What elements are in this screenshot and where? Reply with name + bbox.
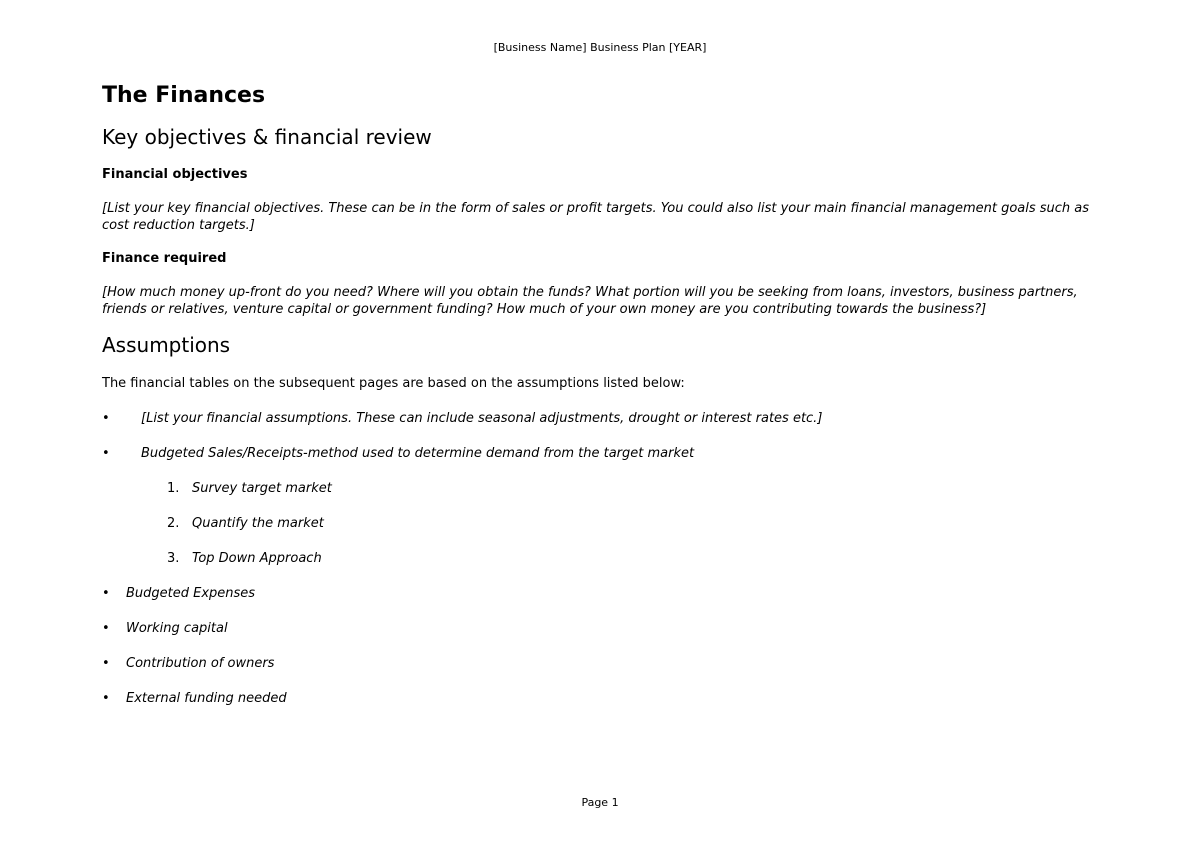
assumptions-list — [102, 410, 1102, 707]
list-number: 2. — [167, 516, 180, 531]
list-item-text: Survey target market — [192, 481, 332, 496]
document-title: The Finances — [102, 83, 266, 108]
section-heading-key-objectives: Key objectives & financial review — [102, 125, 432, 149]
list-item-text: Budgeted Expenses — [126, 586, 256, 601]
subheading-financial-objectives: Financial objectives — [102, 167, 248, 182]
page-footer: Page 1 — [581, 796, 619, 809]
list-item-text: [List your financial assumptions. These can include seasonal adjustments, drought or interest rates etc.] — [141, 411, 823, 426]
list-item — [102, 620, 1102, 637]
list-number: 1. — [167, 481, 180, 496]
bullet-icon: • — [102, 586, 110, 601]
numbered-list-item — [102, 515, 1102, 532]
bullet-icon: • — [102, 621, 110, 636]
paragraph-assumptions-intro: The financial tables on the subsequent pages are based on the assumptions listed below: — [102, 376, 685, 391]
bullet-icon: • — [102, 411, 110, 426]
list-item — [102, 585, 1102, 602]
bullet-icon: • — [102, 691, 110, 706]
bullet-icon: • — [102, 446, 110, 461]
section-heading-assumptions: Assumptions — [102, 333, 231, 357]
list-item — [102, 690, 1102, 707]
paragraph-finance-required: [How much money up-front do you need? Where will you obtain the funds? What portion will you be seeking from loans, investors, business partners, friends or relatives, venture capital or government funding? How much of your own money are you contributing towards the business?] — [102, 285, 1078, 317]
list-item — [102, 655, 1102, 672]
list-item — [102, 410, 1102, 427]
numbered-list-item — [102, 480, 1102, 497]
list-item — [102, 445, 1102, 462]
list-item-text: Top Down Approach — [192, 551, 322, 566]
subheading-finance-required: Finance required — [102, 251, 227, 266]
page-header: [Business Name] Business Plan [YEAR] — [493, 41, 707, 54]
page-content — [102, 82, 1102, 707]
list-number: 3. — [167, 551, 180, 566]
list-item-text: Quantify the market — [192, 516, 324, 531]
paragraph-financial-objectives: [List your key financial objectives. These can be in the form of sales or profit targets. You could also list your main financial management goals such as cost reduction targets.] — [102, 201, 1090, 233]
list-item-text: Budgeted Sales/Receipts-method used to determine demand from the target market — [141, 446, 695, 461]
list-item-text: Working capital — [126, 621, 228, 636]
list-item-text: External funding needed — [126, 691, 287, 706]
list-item-text: Contribution of owners — [126, 656, 275, 671]
bullet-icon: • — [102, 656, 110, 671]
numbered-list-item — [102, 550, 1102, 567]
